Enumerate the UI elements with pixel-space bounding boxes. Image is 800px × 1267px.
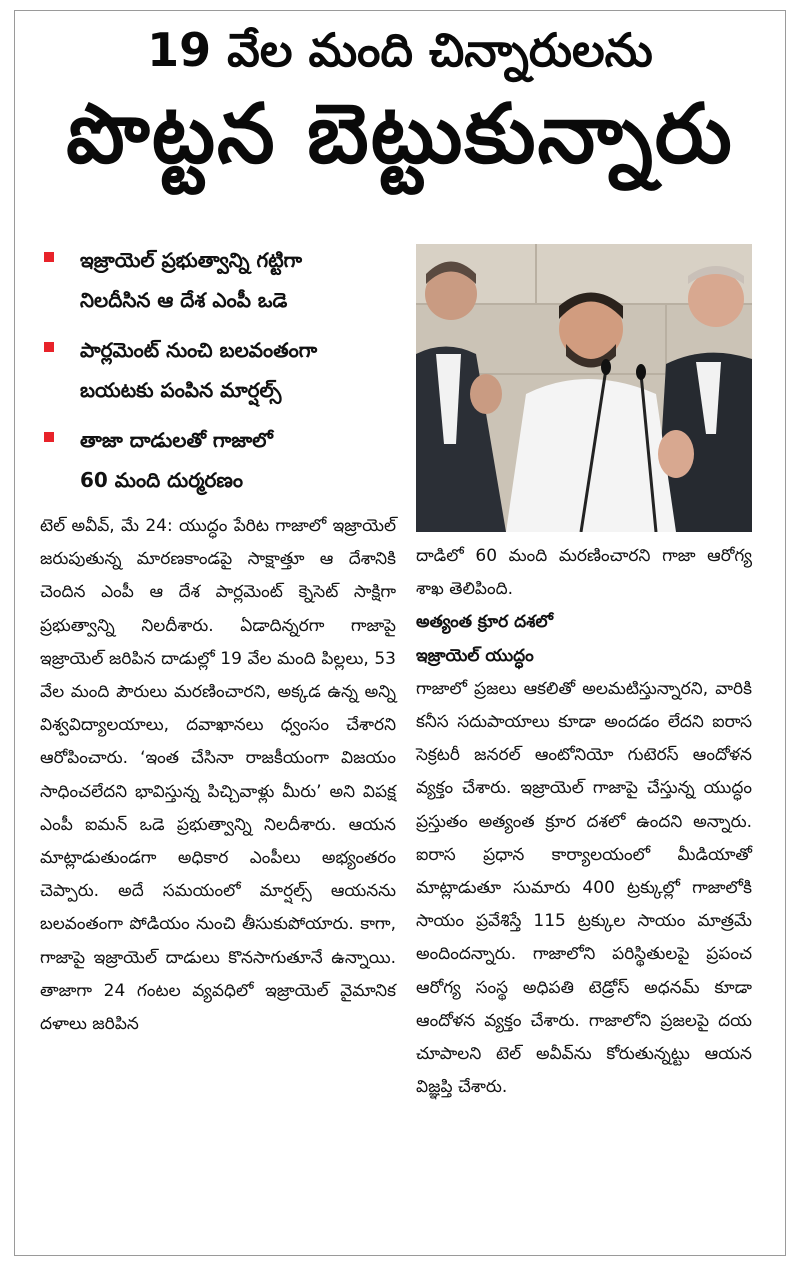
article-paragraph: దాడిలో 60 మంది మరణించారని గాజా ఆరోగ్య శాఖ తెలిపింది. [416, 546, 752, 600]
photo-lawmaker-removed-icon [416, 244, 752, 532]
highlight-line: పార్లమెంట్ నుంచి బలవంతంగా [80, 338, 318, 362]
article-column-right [416, 540, 752, 1104]
headline-line-2: పొట్టన బెట్టుకున్నారు [66, 87, 734, 182]
subheading-line: అత్యంత క్రూర దశలో [416, 612, 553, 633]
headline [14, 22, 786, 184]
article-paragraph: టెల్ అవీవ్, మే 24: యుద్ధం పేరిట గాజాలో ఇజ్రాయెల్ జరుపుతున్న మారణకాండపై సాక్షాత్తూ ఆ దేశానికి చెందిన ఎంపీ ఆ దేశ పార్లమెంట్ క్నెసెట్ సాక్షిగా ప్రభుత్వాన్ని నిలదీశారు. ఏడాదిన్నరగా గాజాపై ఇజ్రాయెల్ జరిపిన దాడుల్లో 19 వేల మంది పిల్లలు, 53 వేల మంది పౌరులు మరణించారని, అక్కడ ఉన్న అన్ని విశ్వవిద్యాలయాలు, దవాఖానలు ధ్వంసం చేశారని ఆరోపించారు. ‘ఇంత చేసినా రాజకీయంగా విజయం సాధించలేదని భావిస్తున్న పిచ్చివాళ్లు మీరు’ అని విపక్ష ఎంపీ ఐమన్ ఒడె ప్రభుత్వాన్ని నిలదీశారు. ఆయన మాట్లాడుతుండగా అధికార ఎంపీలు అభ్యంతరం చెప్పారు. అదే సమయంలో మార్షల్స్ ఆయనను బలవంతంగా పోడియం నుంచి తీసుకుపోయారు. కాగా, గాజాపై ఇజ్రాయెల్ దాడులు కొనసాగుతూనే ఉన్నాయి. తాజాగా 24 గంటల వ్యవధిలో ఇజ్రాయెల్ వైమానిక దళాలు జరిపిన [40, 516, 396, 1035]
highlight-item [40, 330, 400, 410]
highlight-item [40, 240, 400, 320]
highlight-line: బయటకు పంపిన మార్షల్స్ [80, 378, 282, 402]
highlight-line: 60 మంది దుర్మరణం [80, 468, 244, 492]
article-column-left [40, 510, 396, 1041]
highlight-line: నిలదీసిన ఆ దేశ ఎంపీ ఒడె [80, 288, 288, 312]
article-paragraph: గాజాలో ప్రజలు ఆకలితో అలమటిస్తున్నారని, వారికి కనీస సదుపాయాలు కూడా అందడం లేదని ఐరాస సెక్రటరీ జనరల్ ఆంటోనియో గుటెరస్ ఆందోళన వ్యక్తం చేశారు. ఇజ్రాయెల్ గాజాపై చేస్తున్న యుద్ధం ప్రస్తుతం అత్యంత క్రూర దశలో ఉందని అన్నారు. ఐరాస ప్రధాన కార్యాలయంలో మీడియాతో మాట్లాడుతూ సుమారు 400 ట్రక్కుల్లో గాజాలోకి సాయం ప్రవేశిస్తే 115 ట్రక్కుల సాయం మాత్రమే అందిందన్నారు. గాజాలోని పరిస్థితులపై ప్రపంచ ఆరోగ్య సంస్థ అధిపతి టెడ్రోస్ అధనమ్ కూడా ఆందోళన వ్యక్తం చేశారు. గాజాలోని ప్రజలపై దయ చూపాలని టెల్ అవీవ్‌ను కోరుతున్నట్టు ఆయన విజ్ఞప్తి చేశారు. [416, 678, 752, 1098]
headline-line-1: 19 వేల మంది చిన్నారులను [147, 23, 653, 77]
red-bullet-icon [44, 252, 54, 262]
news-photo [416, 244, 752, 532]
highlight-line: ఇజ్రాయెల్ ప్రభుత్వాన్ని గట్టిగా [80, 248, 303, 272]
highlights-list [40, 240, 400, 510]
highlight-item [40, 420, 400, 500]
red-bullet-icon [44, 342, 54, 352]
subheading-line: ఇజ్రాయెల్ యుద్ధం [416, 645, 534, 666]
subheading [416, 606, 752, 672]
highlight-line: తాజా దాడులతో గాజాలో [80, 428, 273, 452]
red-bullet-icon [44, 432, 54, 442]
